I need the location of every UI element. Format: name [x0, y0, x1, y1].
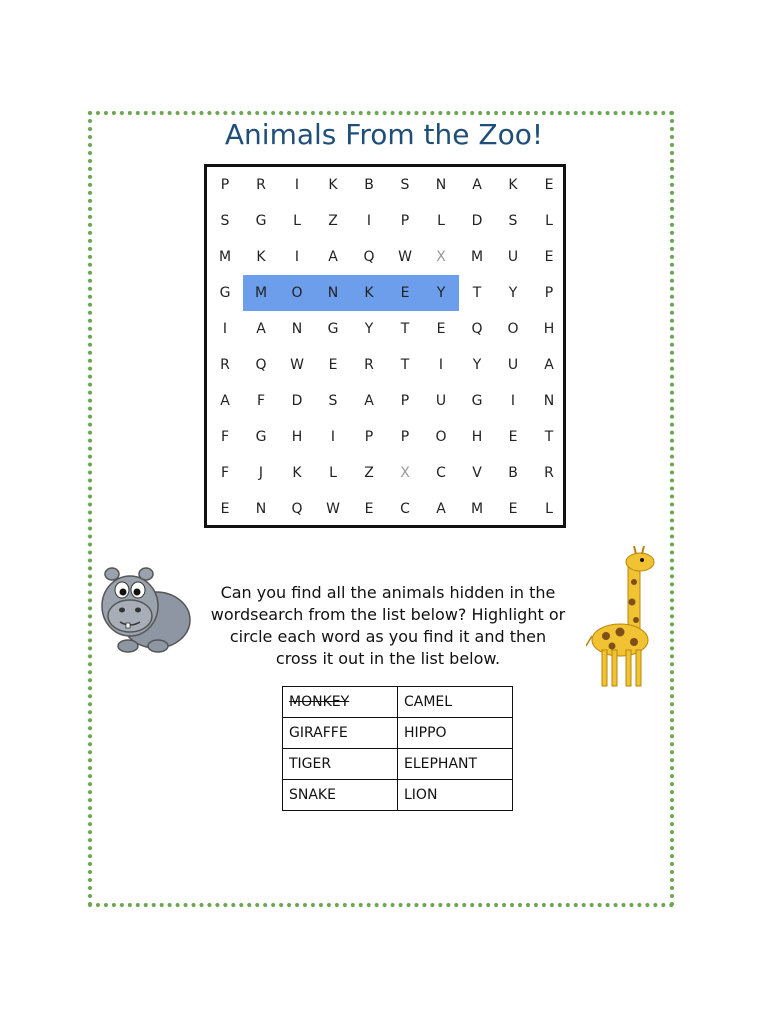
- grid-cell[interactable]: N: [291, 321, 303, 337]
- grid-cell[interactable]: G: [255, 429, 267, 445]
- grid-cell[interactable]: L: [437, 213, 445, 229]
- grid-cell[interactable]: G: [219, 285, 231, 301]
- word-list-row: [283, 687, 513, 718]
- grid-cell[interactable]: E: [436, 321, 446, 337]
- grid-cell[interactable]: I: [438, 357, 444, 373]
- grid-cell[interactable]: S: [508, 213, 518, 229]
- grid-cell[interactable]: U: [507, 357, 519, 373]
- grid-cell[interactable]: R: [220, 357, 230, 373]
- grid-cell[interactable]: Q: [363, 249, 375, 265]
- grid-cell[interactable]: A: [220, 393, 230, 409]
- grid-cell[interactable]: K: [508, 177, 518, 193]
- grid-cell[interactable]: A: [436, 501, 446, 517]
- grid-cell[interactable]: E: [544, 177, 554, 193]
- grid-cell[interactable]: T: [400, 357, 410, 373]
- grid-cell[interactable]: E: [508, 429, 518, 445]
- grid-cell[interactable]: A: [328, 249, 338, 265]
- page-title: Animals From the Zoo!: [224, 118, 544, 151]
- grid-cell[interactable]: H: [543, 321, 555, 337]
- word-list-item: GIRAFFE: [283, 718, 398, 749]
- grid-cell[interactable]: P: [400, 213, 410, 229]
- word-list-item: LION: [398, 780, 513, 811]
- grid-cell[interactable]: P: [220, 177, 230, 193]
- grid-cell[interactable]: E: [400, 285, 410, 301]
- grid-cell[interactable]: Q: [291, 501, 303, 517]
- grid-cell[interactable]: D: [471, 213, 483, 229]
- grid-cell[interactable]: M: [218, 249, 232, 265]
- grid-cell[interactable]: O: [435, 429, 447, 445]
- word-list-row: [283, 718, 513, 749]
- grid-cell[interactable]: S: [220, 213, 230, 229]
- word-list-row: [283, 749, 513, 780]
- grid-cell[interactable]: E: [544, 249, 554, 265]
- grid-cell[interactable]: W: [326, 501, 340, 517]
- grid-cell[interactable]: Z: [364, 465, 374, 481]
- wordsearch-grid: [204, 164, 566, 528]
- grid-cell[interactable]: H: [291, 429, 303, 445]
- grid-cell[interactable]: Y: [364, 321, 374, 337]
- grid-cell[interactable]: V: [472, 465, 482, 481]
- word-list-item: CAMEL: [398, 687, 513, 718]
- grid-cell[interactable]: G: [471, 393, 483, 409]
- grid-cell[interactable]: J: [258, 465, 264, 481]
- word-list-item: SNAKE: [283, 780, 398, 811]
- word-list-row: [283, 780, 513, 811]
- grid-cell[interactable]: R: [256, 177, 266, 193]
- grid-cell[interactable]: P: [544, 285, 554, 301]
- grid-cell[interactable]: L: [329, 465, 337, 481]
- grid-cell[interactable]: Q: [471, 321, 483, 337]
- grid-cell[interactable]: A: [256, 321, 266, 337]
- grid-cell[interactable]: M: [470, 249, 484, 265]
- grid-cell[interactable]: B: [508, 465, 518, 481]
- grid-cell[interactable]: Q: [255, 357, 267, 373]
- word-list-table: [282, 686, 513, 811]
- grid-cell[interactable]: R: [544, 465, 554, 481]
- grid-cell[interactable]: E: [508, 501, 518, 517]
- word-list-item: HIPPO: [398, 718, 513, 749]
- grid-cell[interactable]: M: [254, 285, 268, 301]
- grid-cell[interactable]: G: [327, 321, 339, 337]
- grid-cell[interactable]: C: [436, 465, 446, 481]
- grid-cell[interactable]: T: [400, 321, 410, 337]
- grid-cell[interactable]: L: [545, 213, 553, 229]
- grid-cell[interactable]: B: [364, 177, 374, 193]
- grid-cell[interactable]: K: [256, 249, 266, 265]
- grid-cell[interactable]: I: [330, 429, 336, 445]
- grid-cell[interactable]: T: [544, 429, 554, 445]
- grid-cell[interactable]: P: [400, 393, 410, 409]
- grid-cell[interactable]: N: [543, 393, 555, 409]
- grid-cell[interactable]: F: [256, 393, 266, 409]
- grid-cell[interactable]: I: [366, 213, 372, 229]
- grid-cell[interactable]: O: [291, 285, 303, 301]
- grid-cell[interactable]: N: [327, 285, 339, 301]
- grid-cell[interactable]: D: [291, 393, 303, 409]
- grid-cell[interactable]: S: [400, 177, 410, 193]
- grid-cell[interactable]: H: [471, 429, 483, 445]
- grid-cell[interactable]: G: [255, 213, 267, 229]
- grid-cell[interactable]: W: [398, 249, 412, 265]
- grid-cell[interactable]: N: [255, 501, 267, 517]
- grid-cell[interactable]: W: [290, 357, 304, 373]
- grid-cell[interactable]: Y: [436, 285, 446, 301]
- grid-cell[interactable]: N: [435, 177, 447, 193]
- grid-cell[interactable]: E: [364, 501, 374, 517]
- giraffe-illustration: [586, 546, 662, 688]
- grid-cell[interactable]: I: [222, 321, 228, 337]
- grid-cell[interactable]: Z: [328, 213, 338, 229]
- word-list-item: TIGER: [283, 749, 398, 780]
- grid-cell[interactable]: M: [470, 501, 484, 517]
- grid-cell[interactable]: A: [544, 357, 554, 373]
- grid-cell[interactable]: K: [364, 285, 374, 301]
- grid-cell[interactable]: Y: [508, 285, 518, 301]
- grid-cell[interactable]: Y: [472, 357, 482, 373]
- grid-cell[interactable]: K: [328, 177, 338, 193]
- grid-cell[interactable]: X: [436, 249, 446, 265]
- grid-cell[interactable]: F: [220, 429, 230, 445]
- grid-cell[interactable]: U: [507, 249, 519, 265]
- word-list-item: MONKEY: [283, 687, 398, 718]
- grid-cell[interactable]: R: [364, 357, 374, 373]
- grid-cell[interactable]: L: [545, 501, 553, 517]
- grid-cell[interactable]: E: [328, 357, 338, 373]
- instructions-text: Can you find all the animals hidden in the wordsearch from the list below? Highlight or circle each word as you find it and then cross it out in the list below.: [210, 583, 566, 668]
- grid-cell[interactable]: F: [220, 465, 230, 481]
- grid-cell[interactable]: A: [472, 177, 482, 193]
- grid-cell[interactable]: I: [294, 177, 300, 193]
- grid-cell[interactable]: P: [400, 429, 410, 445]
- hippo-illustration: [94, 562, 194, 656]
- grid-cell[interactable]: C: [400, 501, 410, 517]
- grid-cell[interactable]: A: [364, 393, 374, 409]
- grid-cell[interactable]: U: [435, 393, 447, 409]
- grid-cell[interactable]: K: [292, 465, 302, 481]
- grid-cell[interactable]: I: [510, 393, 516, 409]
- grid-cell[interactable]: S: [328, 393, 338, 409]
- grid-cell[interactable]: P: [364, 429, 374, 445]
- grid-cell[interactable]: T: [472, 285, 482, 301]
- word-list-item: ELEPHANT: [398, 749, 513, 780]
- grid-cell[interactable]: O: [507, 321, 519, 337]
- grid-cell[interactable]: X: [400, 465, 410, 481]
- grid-cell[interactable]: E: [220, 501, 230, 517]
- grid-cell[interactable]: I: [294, 249, 300, 265]
- grid-cell[interactable]: L: [293, 213, 301, 229]
